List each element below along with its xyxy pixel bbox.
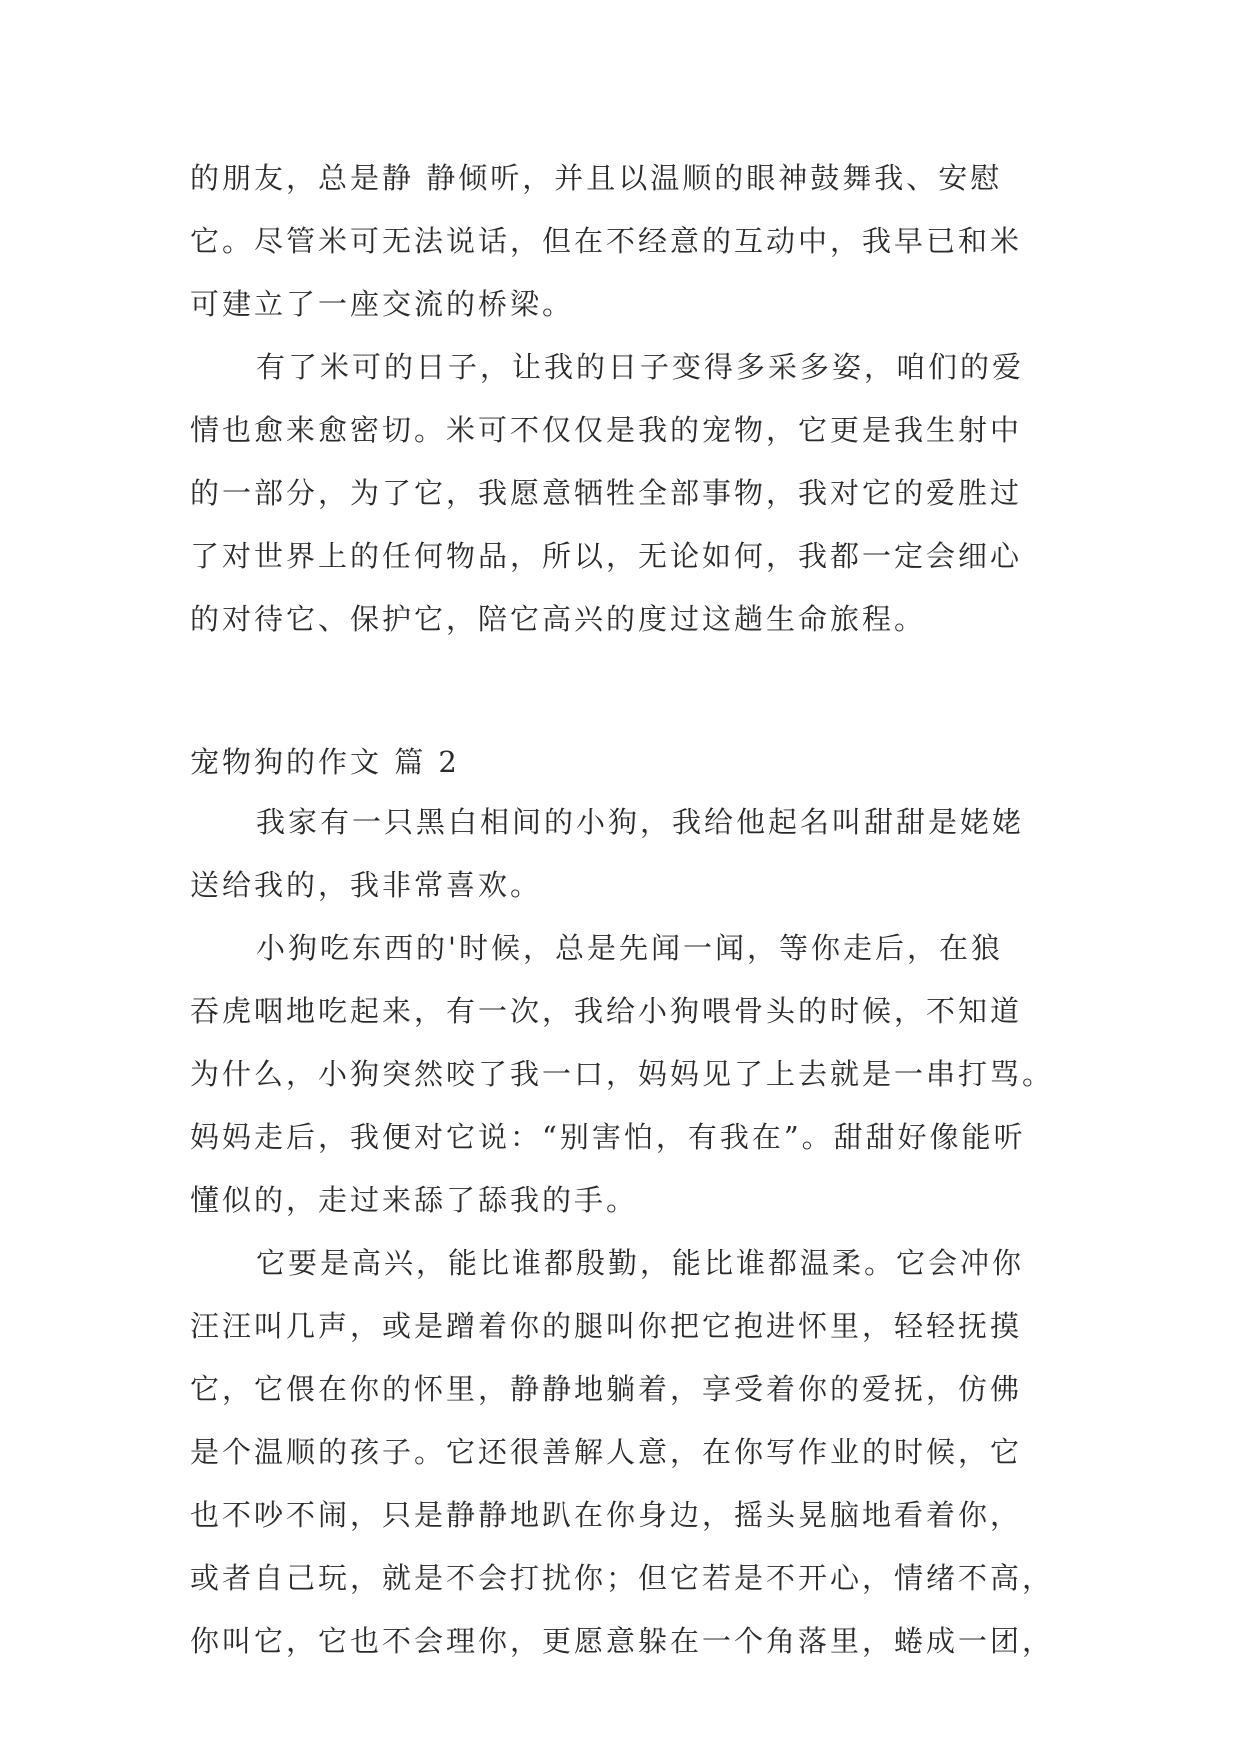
text-line: 你叫它，它也不会理你，更愿意躲在一个角落里，蜷成一团， <box>190 1624 1055 1658</box>
text-line: 吞虎咽地吃起来，有一次，我给小狗喂骨头的时候，不知道 <box>190 994 1023 1028</box>
text-line: 妈妈走后，我便对它说：“别害怕，有我在”。甜甜好像能听 <box>190 1120 1026 1154</box>
text-line: 懂似的，走过来舔了舔我的手。 <box>190 1183 639 1217</box>
text-line: 可建立了一座交流的桥梁。 <box>190 287 575 321</box>
text-line: 的朋友，总是静 静倾听，并且以温顺的眼神鼓舞我、安慰 <box>190 161 1003 195</box>
paragraph <box>190 928 1070 1243</box>
essay-heading: 宠物狗的作文 篇 2 <box>190 745 460 779</box>
text-line: 它。尽管米可无法说话，但在不经意的互动中，我早已和米 <box>190 224 1023 258</box>
text-line: 送给我的，我非常喜欢。 <box>190 868 543 902</box>
document-body <box>190 158 1070 1684</box>
text-line: 为什么，小狗突然咬了我一口，妈妈见了上去就是一串打骂。 <box>190 1057 1055 1091</box>
text-line: 它，它偎在你的怀里，静静地躺着，享受着你的爱抚，仿佛 <box>190 1372 1023 1406</box>
text-line: 小狗吃东西的'时候，总是先闻一闻，等你走后，在狼 <box>256 931 1003 965</box>
text-line: 的对待它、保护它，陪它高兴的度过这趟生命旅程。 <box>190 602 927 636</box>
paragraph <box>190 347 1070 662</box>
text-line: 是个温顺的孩子。它还很善解人意，在你写作业的时候，它 <box>190 1435 1023 1469</box>
section-gap <box>190 662 1070 742</box>
text-line: 的一部分，为了它，我愿意牺牲全部事物，我对它的爱胜过 <box>190 476 1023 510</box>
text-line: 也不吵不闹，只是静静地趴在你身边，摇头晃脑地看着你， <box>190 1498 1023 1532</box>
text-line: 有了米可的日子，让我的日子变得多采多姿，咱们的爱 <box>256 350 1025 384</box>
paragraph <box>190 158 1070 347</box>
text-line: 了对世界上的任何物品，所以，无论如何，我都一定会细心 <box>190 539 1023 573</box>
text-line: 或者自己玩，就是不会打扰你；但它若是不开心，情绪不高， <box>190 1561 1055 1595</box>
paragraph <box>190 802 1070 928</box>
text-line: 我家有一只黑白相间的小狗，我给他起名叫甜甜是姥姥 <box>256 805 1025 839</box>
paragraph <box>190 1243 1070 1684</box>
text-line: 汪汪叫几声，或是蹭着你的腿叫你把它抱进怀里，轻轻抚摸 <box>190 1309 1023 1343</box>
text-line: 情也愈来愈密切。米可不仅仅是我的宠物，它更是我生射中 <box>190 413 1023 447</box>
text-line: 它要是高兴，能比谁都殷勤，能比谁都温柔。它会冲你 <box>256 1246 1025 1280</box>
